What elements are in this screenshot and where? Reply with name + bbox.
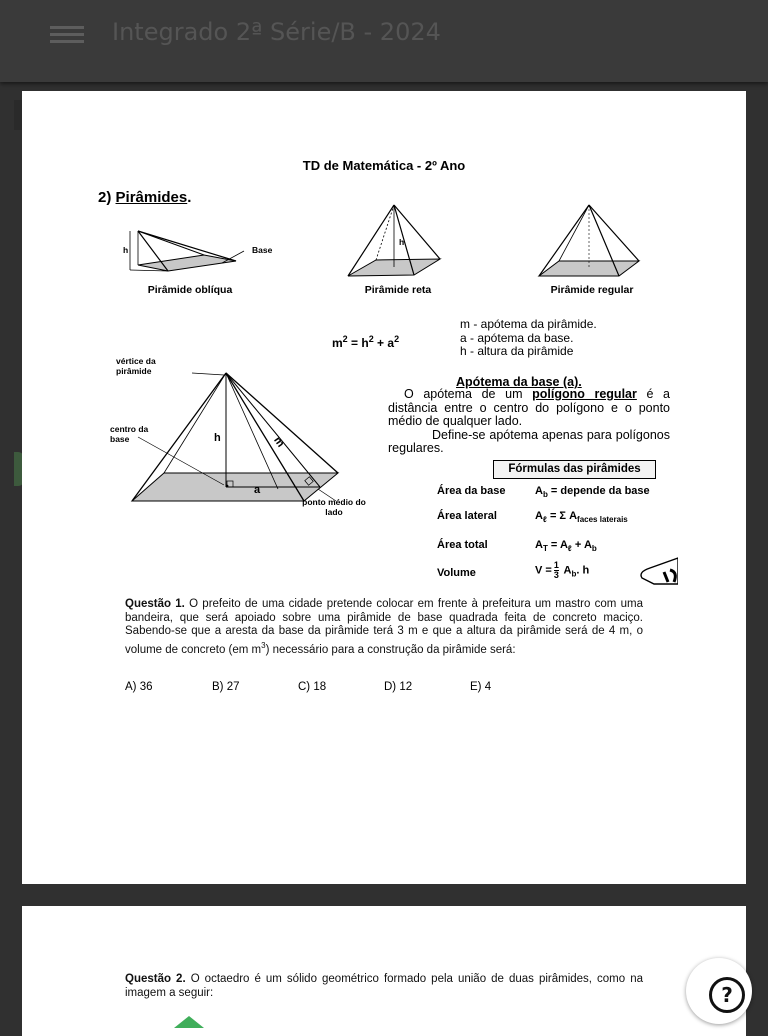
formula-name-volume: Volume (437, 567, 476, 579)
octahedron-figure-top (174, 1016, 204, 1028)
label-h-oblique: h (123, 245, 129, 255)
caption-oblique: Pirâmide oblíqua (147, 284, 233, 296)
question-2: Questão 2. O octaedro é um sólido geométrico formado pela união de duas pirâmides, como na imagem a seguir: (125, 973, 643, 999)
menu-icon[interactable] (50, 24, 84, 46)
apothem-title: Apótema da base (a). (456, 375, 582, 389)
option-d: D) 12 (384, 681, 413, 693)
app-title: Integrado 2ª Série/B - 2024 (112, 18, 441, 46)
right-pyramid-figure (344, 203, 444, 279)
label-ponto-medio: ponto médio do lado (302, 497, 366, 517)
label-vertice: vértice da pirâmide (116, 356, 156, 376)
formulas-box-title: Fórmulas das pirâmides (493, 460, 656, 479)
section-title: 2) Pirâmides. (98, 189, 192, 206)
formula-legend: m - apótema da pirâmide. a - apótema da base. h - altura da pirâmide (460, 317, 597, 358)
option-b: B) 27 (212, 681, 240, 693)
document-page-2 (22, 906, 746, 1036)
option-c: C) 18 (298, 681, 327, 693)
apothem-formula: $m^2 = h^2 + a^2$ (332, 334, 400, 350)
formula-name-lateral: Área lateral (437, 510, 497, 522)
option-e: E) 4 (470, 681, 492, 693)
question-1: Questão 1. O prefeito de uma cidade pretende colocar em frente à prefeitura um mastro com uma bandeira, que será apoiado sobre uma pirâmide de base quadrada feita de concreto maciço. Sabendo-se que a aresta da base da pirâmide terá 3 m e que a altura da pirâmide será de 4 m, o volume de concreto (em $m^3$) necessário para a construção da pirâmide será: (125, 598, 643, 656)
caption-regular: Pirâmide regular (550, 284, 634, 296)
formula-name-total: Área total (437, 539, 488, 551)
help-icon: ? (709, 977, 745, 1013)
formula-value-volume: V = $\frac{1}{3}$ $A_b$. h (535, 560, 590, 580)
label-base: Base (252, 245, 273, 255)
option-a: A) 36 (125, 681, 153, 693)
regular-pyramid-figure (537, 203, 643, 279)
formula-value-total: $A_T = A_\ell + A_b$ (535, 539, 597, 554)
document-page-1 (22, 91, 746, 884)
formula-value-lateral: $A_\ell = \Sigma$ $A_{faces laterais}$ (535, 510, 628, 525)
formula-value-base: $A_b$ = depende da base (535, 485, 650, 500)
oblique-pyramid-figure (118, 227, 248, 279)
corner-badge-icon (634, 554, 678, 588)
apothem-description: O apótema de um polígono regular é a distância entre o centro do polígono e o ponto médio de qualquer lado. Define-se apótema apenas para polígonos regulares. (388, 387, 671, 455)
label-m: m (271, 434, 287, 450)
formula-name-base: Área da base (437, 485, 506, 497)
app-bar (0, 0, 768, 82)
document-title: TD de Matemática - 2º Ano (302, 158, 466, 173)
help-button[interactable] (686, 958, 752, 1024)
label-h-big: h (214, 432, 221, 444)
label-a: a (254, 484, 261, 496)
label-h-right: h (399, 237, 405, 247)
label-centro: centro da base (110, 424, 149, 444)
caption-right: Pirâmide reta (364, 284, 432, 296)
